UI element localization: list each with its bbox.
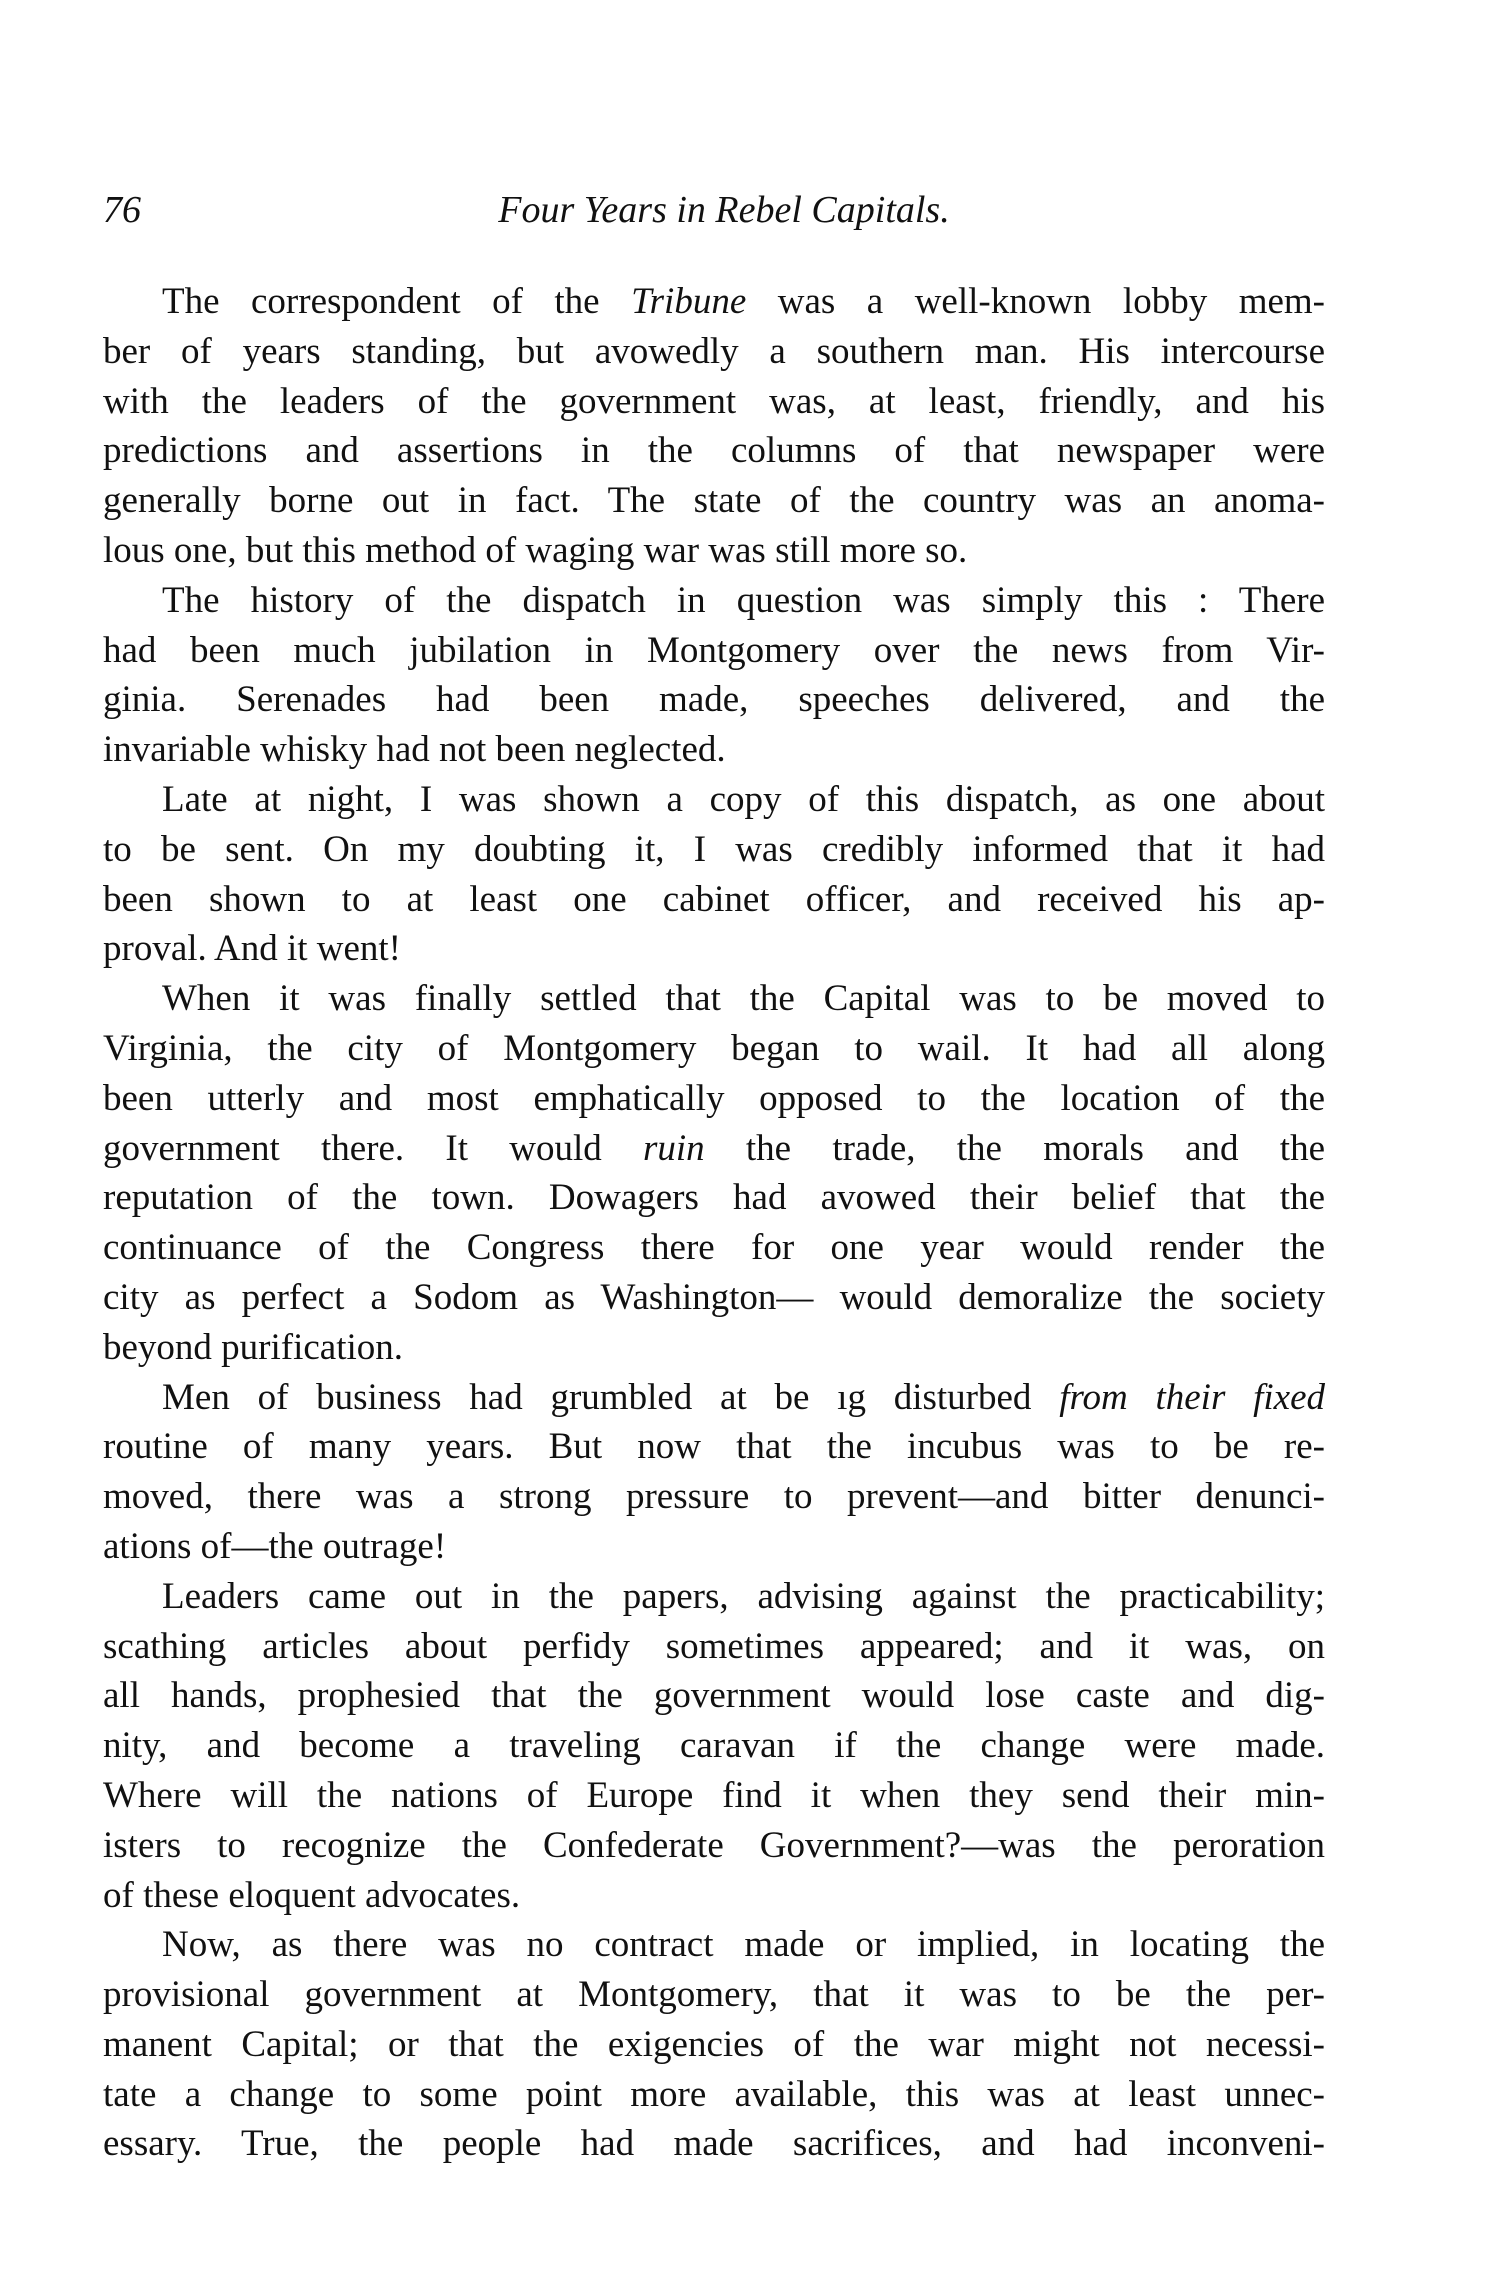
paragraph bbox=[103, 1373, 1325, 1572]
text-run: The history of the dispatch in question was simply this : There bbox=[162, 579, 1325, 621]
text-line bbox=[103, 576, 1325, 626]
text-line bbox=[103, 1821, 1325, 1871]
text-line bbox=[103, 775, 1325, 825]
page-number: 76 bbox=[103, 189, 141, 231]
text-run: manent Capital; or that the exigencies of the war might not necessi- bbox=[103, 2023, 1325, 2065]
text-run: had been much jubilation in Montgomery over the news from Vir- bbox=[103, 629, 1325, 671]
text-line bbox=[103, 277, 1325, 327]
text-line bbox=[103, 1522, 1325, 1572]
text-line bbox=[103, 327, 1325, 377]
text-line bbox=[103, 974, 1325, 1024]
paragraph bbox=[103, 1572, 1325, 1921]
text-line bbox=[103, 825, 1325, 875]
text-run: Leaders came out in the papers, advising against the practicability; bbox=[162, 1575, 1325, 1617]
text-run: The correspondent of the bbox=[162, 281, 632, 322]
text-run: When it was finally settled that the Capital was to be moved to bbox=[162, 978, 1325, 1020]
text-run: to be sent. On my doubting it, I was credibly informed that it had bbox=[103, 828, 1325, 870]
text-line bbox=[103, 1771, 1325, 1821]
text-line bbox=[103, 1273, 1325, 1323]
text-line bbox=[103, 1223, 1325, 1273]
text-run: reputation of the town. Dowagers had avowed their belief that the bbox=[103, 1177, 1325, 1219]
text-line bbox=[103, 626, 1325, 676]
text-run: all hands, prophesied that the government would lose caste and dig- bbox=[103, 1675, 1325, 1717]
text-run: routine of many years. But now that the incubus was to be re- bbox=[103, 1426, 1325, 1468]
text-line bbox=[103, 924, 1325, 974]
text-run: invariable whisky had not been neglected. bbox=[103, 729, 726, 771]
text-run: was a well-known lobby mem- bbox=[746, 281, 1325, 322]
text-line bbox=[103, 1074, 1325, 1124]
text-line bbox=[103, 2119, 1325, 2169]
text-line bbox=[103, 1622, 1325, 1672]
text-run: ations of—the outrage! bbox=[103, 1525, 447, 1567]
text-run: city as perfect a Sodom as Washington— would demoralize the society bbox=[103, 1276, 1325, 1318]
text-run: provisional government at Montgomery, that it was to be the per- bbox=[103, 1974, 1325, 2016]
text-line bbox=[103, 1024, 1325, 1074]
text-line bbox=[103, 1721, 1325, 1771]
text-run: proval. And it went! bbox=[103, 928, 402, 970]
text-line bbox=[103, 2020, 1325, 2070]
running-title: Four Years in Rebel Capitals. bbox=[498, 189, 950, 231]
text-line bbox=[103, 1920, 1325, 1970]
italic-text: ruin bbox=[642, 1127, 705, 1169]
paragraph bbox=[103, 277, 1325, 576]
text-run: continuance of the Congress there for one year would render the bbox=[103, 1227, 1325, 1269]
text-run: essary. True, the people had made sacrifices, and had inconveni- bbox=[103, 2123, 1325, 2165]
text-run: moved, there was a strong pressure to prevent—and bitter denunci- bbox=[103, 1476, 1325, 1518]
text-run: tate a change to some point more available, this was at least unnec- bbox=[103, 2073, 1325, 2115]
text-run: lous one, but this method of waging war was still more so. bbox=[103, 529, 968, 571]
text-run: Now, as there was no contract made or implied, in locating the bbox=[162, 1924, 1325, 1966]
text-line bbox=[103, 2070, 1325, 2120]
text-line bbox=[103, 1472, 1325, 1522]
text-line bbox=[103, 675, 1325, 725]
text-line bbox=[103, 1671, 1325, 1721]
text-run: Late at night, I was shown a copy of this dispatch, as one about bbox=[162, 778, 1325, 820]
text-run: Virginia, the city of Montgomery began to wail. It had all along bbox=[103, 1027, 1325, 1069]
text-line bbox=[103, 1173, 1325, 1223]
text-line bbox=[103, 1373, 1325, 1423]
paragraph bbox=[103, 775, 1325, 974]
paragraph bbox=[103, 1920, 1325, 2169]
text-run: been utterly and most emphatically opposed to the location of the bbox=[103, 1077, 1325, 1119]
text-line bbox=[103, 1572, 1325, 1622]
text-run: beyond purification. bbox=[103, 1326, 404, 1368]
text-run: been shown to at least one cabinet officer, and received his ap- bbox=[103, 878, 1325, 920]
text-run: scathing articles about perfidy sometimes appeared; and it was, on bbox=[103, 1625, 1325, 1667]
paragraph bbox=[103, 576, 1325, 775]
text-run: generally borne out in fact. The state of the country was an anoma- bbox=[103, 480, 1325, 522]
italic-text: from their fixed bbox=[1059, 1376, 1326, 1418]
text-run: with the leaders of the government was, at least, friendly, and his bbox=[103, 380, 1325, 422]
text-run: government there. It would bbox=[103, 1127, 643, 1169]
text-line bbox=[103, 725, 1325, 775]
paragraph bbox=[103, 974, 1325, 1372]
text-line bbox=[103, 1323, 1325, 1373]
text-run: nity, and become a traveling caravan if the change were made. bbox=[103, 1725, 1325, 1767]
text-line bbox=[103, 426, 1325, 476]
text-line bbox=[103, 476, 1325, 526]
text-run: ginia. Serenades had been made, speeches delivered, and the bbox=[103, 679, 1325, 721]
text-line bbox=[103, 1970, 1325, 2020]
text-run: predictions and assertions in the columns of that newspaper were bbox=[103, 430, 1325, 472]
text-run: ber of years standing, but avowedly a southern man. His intercourse bbox=[103, 330, 1325, 372]
text-line bbox=[103, 377, 1325, 427]
page-body bbox=[103, 277, 1325, 2169]
text-run: Where will the nations of Europe find it when they send their min- bbox=[103, 1774, 1325, 1816]
italic-text: Tribune bbox=[631, 281, 747, 322]
text-line bbox=[103, 1124, 1325, 1174]
running-header bbox=[103, 188, 1325, 238]
text-line bbox=[103, 875, 1325, 925]
text-line bbox=[103, 1422, 1325, 1472]
text-run: Men of business had grumbled at be ıg disturbed bbox=[162, 1376, 1060, 1418]
text-run: isters to recognize the Confederate Government?—was the peroration bbox=[103, 1824, 1325, 1866]
text-line bbox=[103, 1871, 1325, 1921]
text-run: the trade, the morals and the bbox=[704, 1127, 1325, 1169]
text-line bbox=[103, 526, 1325, 576]
text-run: of these eloquent advocates. bbox=[103, 1874, 521, 1916]
